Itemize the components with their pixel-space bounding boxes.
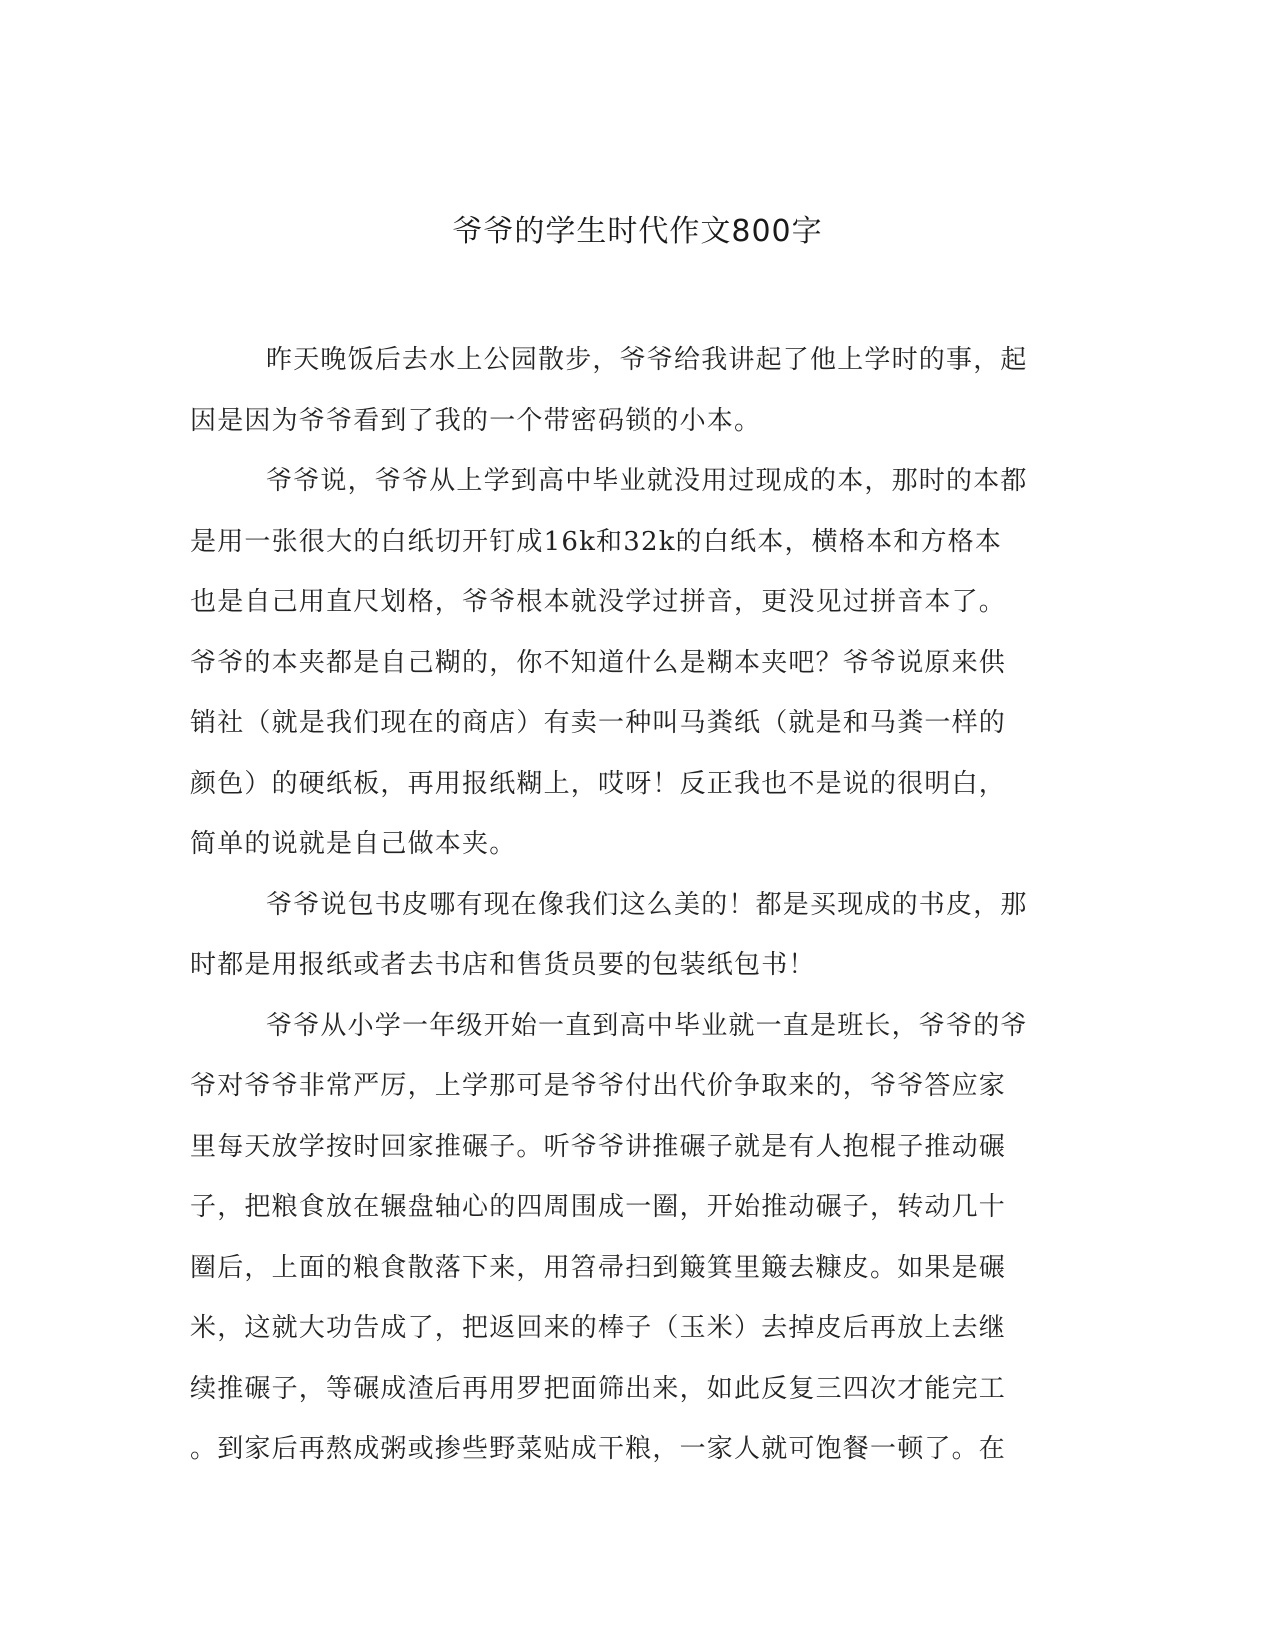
text-line: 是用一张很大的白纸切开钉成16k和32k的白纸本，横格本和方格本 <box>190 526 1003 557</box>
text-line: 爷爷说，爷爷从上学到高中毕业就没用过现成的本，那时的本都 <box>266 466 1028 496</box>
essay-body <box>190 330 1080 1480</box>
text-line: 爷爷的本夹都是自己糊的，你不知道什么是糊本夹吧？爷爷说原来供 <box>190 647 1007 678</box>
text-line: 因是因为爷爷看到了我的一个带密码锁的小本。 <box>190 405 762 436</box>
text-line: 爷对爷爷非常严厉，上学那可是爷爷付出代价争取来的，爷爷答应家 <box>190 1071 1007 1101</box>
text-line: 米，这就大功告成了，把返回来的棒子（玉米）去掉皮后再放上去继 <box>190 1313 1007 1343</box>
text-line: 颜色）的硬纸板，再用报纸糊上，哎呀！反正我也不是说的很明白， <box>190 768 1007 799</box>
text-line: 续推碾子，等碾成渣后再用罗把面筛出来，如此反复三四次才能完工 <box>190 1373 1007 1404</box>
text-line: 销社（就是我们现在的商店）有卖一种叫马粪纸（就是和马粪一样的 <box>190 708 1007 738</box>
text-line: 。到家后再熬成粥或掺些野菜贴成干粮，一家人就可饱餐一顿了。在 <box>190 1434 1007 1464</box>
page-title: 爷爷的学生时代作文800字 <box>452 214 823 249</box>
text-line: 圈后，上面的粮食散落下来，用笤帚扫到簸箕里簸去糠皮。如果是碾 <box>190 1252 1007 1283</box>
text-line: 子，把粮食放在辗盘轴心的四周围成一圈，开始推动碾子，转动几十 <box>190 1192 1007 1222</box>
text-line: 爷爷从小学一年级开始一直到高中毕业就一直是班长，爷爷的爷 <box>266 1010 1028 1041</box>
text-line: 里每天放学按时回家推碾子。听爷爷讲推碾子就是有人抱棍子推动碾 <box>190 1131 1007 1162</box>
text-line: 昨天晚饭后去水上公园散步，爷爷给我讲起了他上学时的事，起 <box>266 345 1028 375</box>
text-line: 也是自己用直尺划格，爷爷根本就没学过拼音，更没见过拼音本了。 <box>190 587 1007 617</box>
text-line: 简单的说就是自己做本夹。 <box>190 829 517 859</box>
text-line: 爷爷说包书皮哪有现在像我们这么美的！都是买现成的书皮，那 <box>266 889 1028 920</box>
text-line: 时都是用报纸或者去书店和售货员要的包装纸包书！ <box>190 950 816 980</box>
